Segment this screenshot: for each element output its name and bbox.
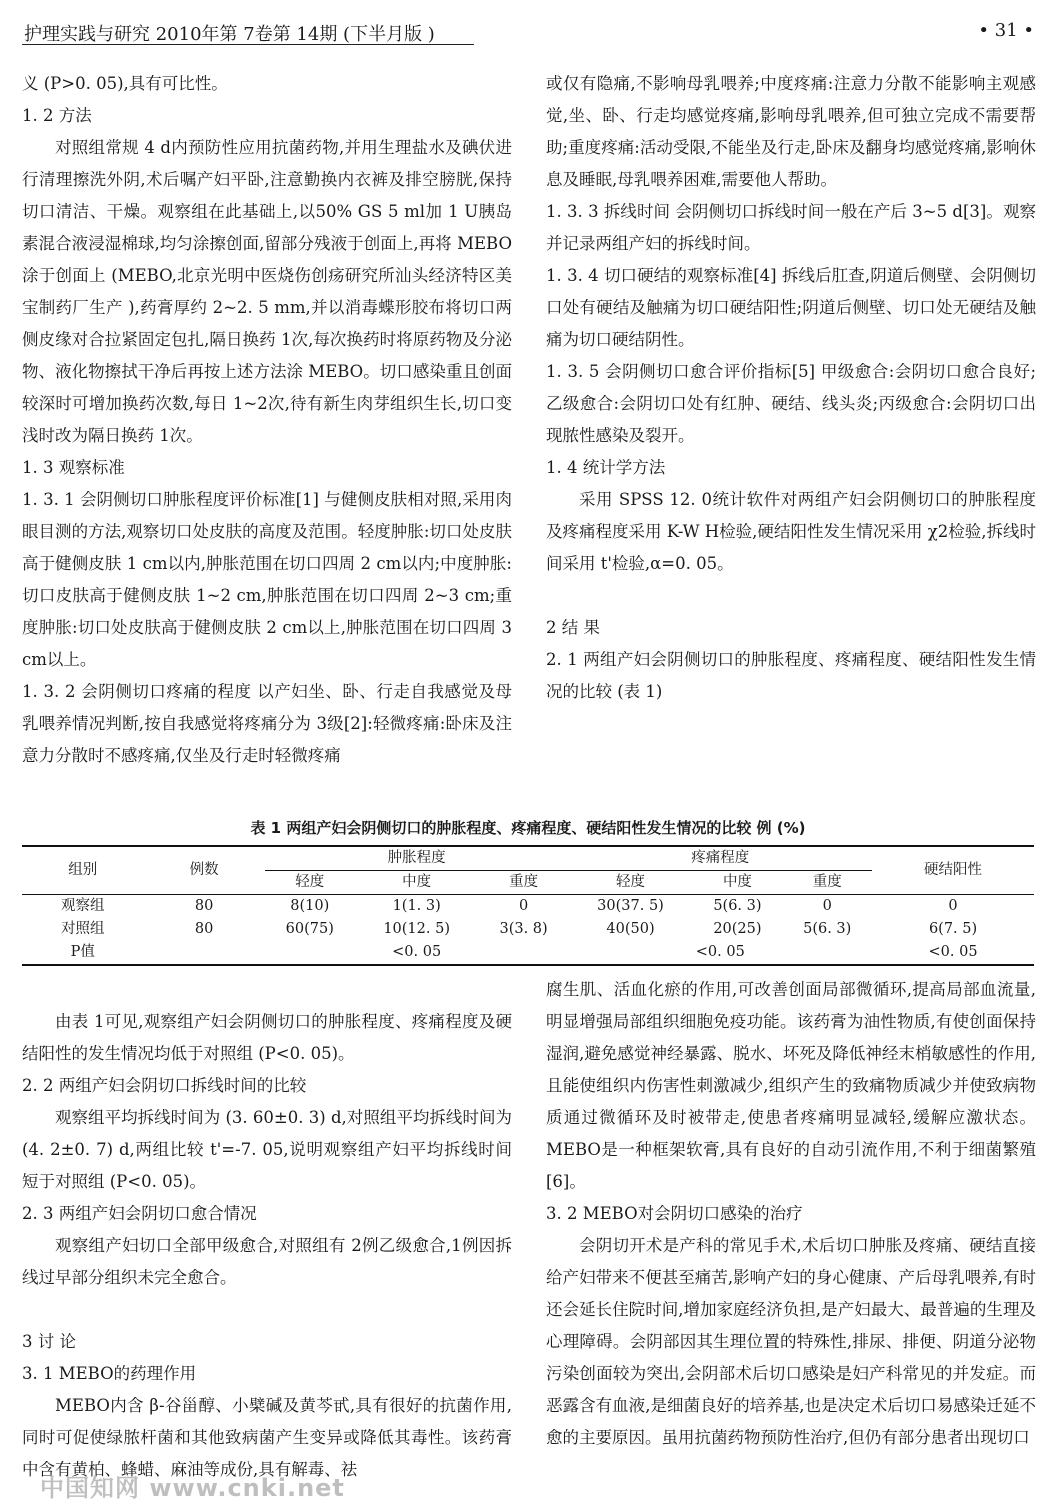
paragraph: 观察组产妇切口全部甲级愈合,对照组有 2例乙级愈合,1例因拆线过早部分组织未完全愈合。 — [22, 1236, 512, 1287]
th-sub: 重度 — [782, 871, 872, 895]
section-heading: 2 结 果 — [546, 618, 600, 637]
watermark: 中国知网 www.cnki.net — [40, 1474, 345, 1502]
cell: <0. 05 — [392, 944, 442, 960]
cell: 5(6. 3) — [713, 898, 762, 914]
cell: 5(6. 3) — [803, 921, 852, 937]
cell: <0. 05 — [695, 944, 745, 960]
running-header: 护理实践与研究 2010年第 7卷第 14期 (下半月版 ) — [24, 24, 435, 45]
section-heading: 3 讨 论 — [22, 1332, 76, 1351]
paragraph: 腐生肌、活血化瘀的作用,可改善创面局部微循环,提高局部血流量,明显增强局部组织细胞免疫功能。该药膏为油性物质,有使创面保持湿润,避免感觉神经暴露、脱水、坏死及降低神经末梢敏感性的作用,且能使组织内伤害性刺激减少,组织产生的致痛物质减少并使致病物质通过微循环及时被带走,使患者疼痛明显减轻,缓解应激状态。MEBO是一种框架软膏,具有良好的自动引流作用,不利于细菌繁殖[6]。 — [546, 980, 1036, 1191]
paragraph: 由表 1可见,观察组产妇会阴侧切口的肿胀程度、疼痛程度及硬结阳性的发生情况均低于对照组 (P<0. 05)。 — [22, 1012, 512, 1063]
cell — [143, 941, 264, 965]
th-sub: 轻度 — [265, 871, 355, 895]
cell: 80 — [194, 898, 214, 914]
paragraph: 采用 SPSS 12. 0统计软件对两组产妇会阴侧切口的肿胀程度及疼痛程度采用 K-W H检验,硬结阳性发生情况采用 χ2检验,拆线时间采用 t'检验,α=0. 05。 — [546, 490, 1036, 573]
th-sub: 轻度 — [568, 871, 692, 895]
paragraph: 2. 1 两组产妇会阴侧切口的肿胀程度、疼痛程度、硬结阳性发生情况的比较 (表 1) — [546, 650, 1036, 701]
cell: P值 — [70, 944, 95, 960]
cell: 20(25) — [713, 921, 762, 937]
right-column-top — [546, 68, 1036, 708]
paragraph: 义 (P>0. 05),具有可比性。 — [22, 74, 228, 93]
cell: 3(3. 8) — [499, 921, 548, 937]
cell: 对照组 — [60, 921, 105, 937]
left-column-top — [22, 68, 512, 772]
page-number: • 31 • — [978, 20, 1034, 41]
paragraph: 1. 3. 5 会阴侧切口愈合评价指标[5] 甲级愈合:会阴切口愈合良好;乙级愈合:会阴切口处有红肿、硬结、线头炎;丙级愈合:会阴切口出现脓性感染及裂开。 — [546, 362, 1036, 445]
cell: 60(75) — [285, 921, 334, 937]
table-row — [22, 941, 1034, 965]
th-sub: 中度 — [693, 871, 783, 895]
paragraph: 1. 3. 2 会阴侧切口疼痛的程度 以产妇坐、卧、行走自我感觉及母乳喂养情况判断,按自我感觉将疼痛分为 3级[2]:轻微疼痛:卧床及注意力分散时不感疼痛,仅坐及行走时轻微疼痛 — [22, 682, 512, 765]
paragraph: 对照组常规 4 d内预防性应用抗菌药物,并用生理盐水及碘伏进行清理擦洗外阴,术后嘱产妇平卧,注意勤换内衣裤及排空膀胱,保持切口清洁、干燥。观察组在此基础上,以50% GS 5 ml加 1 U胰岛素混合液浸湿棉球,均匀涂擦创面,留部分残液于创面上,再将 MEBO涂于创面上 (MEBO,北京光明中医烧伤创疡研究所汕头经济特区美宝制药厂生产 ),药膏厚约 2~2. 5 mm,并以消毒蝶形胶布将切口两侧皮缘对合拉紧固定包扎,隔日换药 1次,每次换药时将原药物及分泌物、液化物擦拭干净后再按上述方法涂 MEBO。切口感染重且创面较深时可增加换药次数,每日 1~2次,待有新生肉芽组织生长,切口变浅时改为隔日换药 1次。 — [22, 138, 512, 445]
paragraph: 1. 3. 1 会阴侧切口肿胀程度评价标准[1] 与健侧皮肤相对照,采用肉眼目测的方法,观察切口处皮肤的高度及范围。轻度肿胀:切口处皮肤高于健侧皮肤 1 cm以内,肿胀范围在切口四周 2 cm以内;中度肿胀:切口皮肤高于健侧皮肤 1~2 cm,肿胀范围在切口四周 2~3 cm;重度肿胀:切口处皮肤高于健侧皮肤 2 cm以上,肿胀范围在切口四周 3 cm以上。 — [22, 490, 512, 669]
table-row — [22, 895, 1034, 919]
th-sub: 中度 — [355, 871, 479, 895]
th-cases: 例数 — [143, 846, 264, 895]
section-heading: 2. 2 两组产妇会阴切口拆线时间的比较 — [22, 1076, 307, 1095]
cell: 8(10) — [290, 898, 330, 914]
spacer — [546, 580, 1036, 612]
paragraph: MEBO内含 β-谷甾醇、小檗碱及黄芩甙,具有很好的抗菌作用,同时可促使绿脓杆菌和其他致病菌产生变异或降低其毒性。该药膏中含有黄柏、蜂蜡、麻油等成份,具有解毒、祛 — [22, 1396, 512, 1479]
table-caption: 表 1 两组产妇会阴侧切口的肿胀程度、疼痛程度、硬结阳性发生情况的比较 例 (%) — [250, 819, 806, 837]
paragraph: 1. 3. 4 切口硬结的观察标准[4] 拆线后肛查,阴道后侧壁、会阴侧切口处有硬结及触痛为切口硬结阳性;阴道后侧壁、切口处无硬结及触痛为切口硬结阴性。 — [546, 266, 1036, 349]
cell: 观察组 — [60, 898, 105, 914]
left-column-bottom — [22, 974, 512, 1486]
cell: 80 — [194, 921, 214, 937]
th-pain: 疼痛程度 — [568, 846, 872, 871]
th-group: 组别 — [22, 846, 143, 895]
right-column-bottom — [546, 974, 1036, 1454]
cell: 30(37. 5) — [597, 898, 664, 914]
section-heading: 1. 4 统计学方法 — [546, 458, 666, 477]
paragraph: 观察组平均拆线时间为 (3. 60±0. 3) d,对照组平均拆线时间为 (4. 2±0. 7) d,两组比较 t'=-7. 05,说明观察组产妇平均拆线时间短于对照组 (P<0. 05)。 — [22, 1108, 512, 1191]
th-hardness: 硬结阳性 — [872, 846, 1034, 895]
section-heading: 3. 1 MEBO的药理作用 — [22, 1364, 197, 1383]
section-heading: 1. 2 方法 — [22, 106, 92, 125]
table-row — [22, 918, 1034, 941]
cell: 0 — [948, 898, 958, 914]
cell: 6(7. 5) — [928, 921, 978, 937]
th-sub: 重度 — [479, 871, 569, 895]
paragraph: 会阴切开术是产科的常见手术,术后切口肿胀及疼痛、硬结直接给产妇带来不便甚至痛苦,影响产妇的身心健康、产后母乳喂养,有时还会延长住院时间,增加家庭经济负担,是产妇最大、最普遍的生理及心理障碍。会阴部因其生理位置的特殊性,排尿、排便、阴道分泌物污染创面较为突出,会阴部术后切口感染是妇产科常见的并发症。而恶露含有血液,是细菌良好的培养基,也是决定术后切口易感染迁延不愈的主要原因。虽用抗菌药物预防性治疗,但仍有部分患者出现切口 — [546, 1236, 1036, 1447]
cell: 1(1. 3) — [392, 898, 441, 914]
cell: <0. 05 — [928, 944, 978, 960]
cell: 40(50) — [606, 921, 655, 937]
header-rule — [22, 44, 474, 45]
section-heading: 1. 3 观察标准 — [22, 458, 125, 477]
cell: 0 — [518, 898, 529, 914]
spacer — [22, 1294, 512, 1326]
results-table — [22, 845, 1034, 966]
section-heading: 2. 3 两组产妇会阴切口愈合情况 — [22, 1204, 257, 1223]
cell: 0 — [822, 898, 832, 914]
spacer — [22, 974, 512, 1006]
section-heading: 3. 2 MEBO对会阴切口感染的治疗 — [546, 1204, 803, 1223]
paragraph: 或仅有隐痛,不影响母乳喂养;中度疼痛:注意力分散不能影响主观感觉,坐、卧、行走均感觉疼痛,影响母乳喂养,但可独立完成不需要帮助;重度疼痛:活动受限,不能坐及行走,卧床及翻身均感觉疼痛,影响休息及睡眠,母乳喂养困难,需要他人帮助。 — [546, 74, 1036, 189]
cell: 10(12. 5) — [383, 921, 450, 937]
paragraph: 1. 3. 3 拆线时间 会阴侧切口拆线时间一般在产后 3~5 d[3]。观察并记录两组产妇的拆线时间。 — [546, 202, 1036, 253]
th-swelling: 肿胀程度 — [265, 846, 569, 871]
